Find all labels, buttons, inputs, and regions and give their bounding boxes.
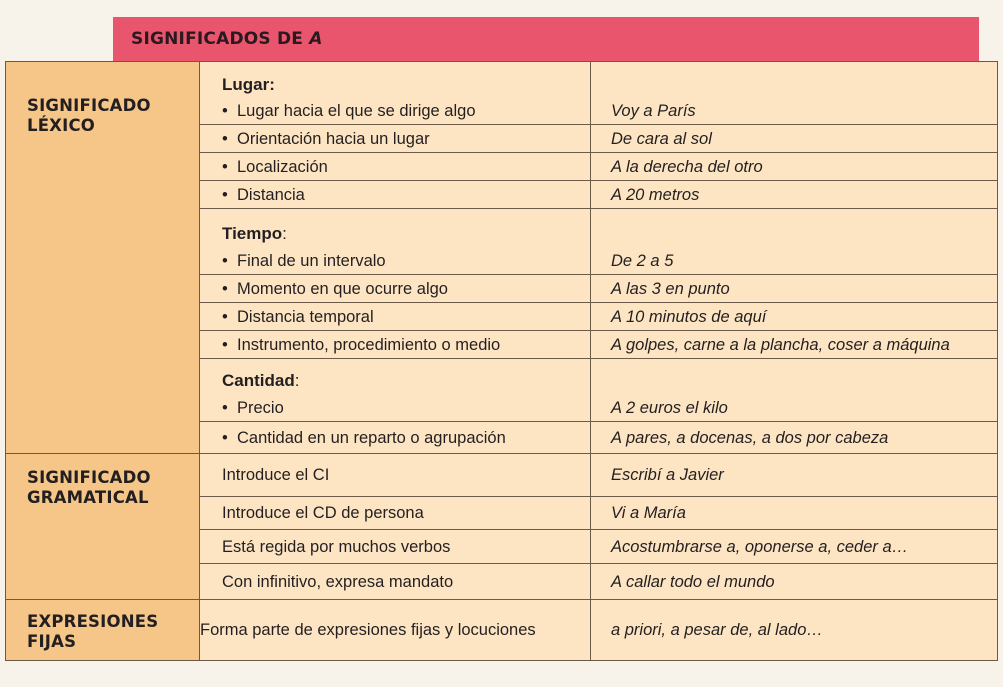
example-text: De 2 a 5 — [611, 251, 674, 270]
group-heading-cantidad: Cantidad: — [200, 358, 590, 394]
list-item: • Instrumento, procedimiento o medio — [200, 330, 590, 358]
example-text: A golpes, carne a la plancha, coser a máquina — [591, 330, 997, 358]
list-item: Con infinitivo, expresa mandato — [200, 563, 590, 599]
list-item: Introduce el CD de persona — [200, 496, 590, 529]
list-item: • Distancia temporal — [200, 302, 590, 330]
section-label-fijas: EXPRESIONES FIJAS — [6, 600, 200, 661]
list-item: • Orientación hacia un lugar — [200, 124, 590, 152]
lexico-examples — [591, 62, 998, 454]
section-label-gramatical: SIGNIFICADO GRAMATICAL — [6, 454, 200, 600]
example-text: A las 3 en punto — [591, 274, 997, 302]
group-heading-tiempo: Tiempo: — [200, 208, 590, 247]
example-text: A la derecha del otro — [591, 152, 997, 180]
group-heading-lugar: Lugar: — [222, 75, 275, 94]
list-item: Introduce el CI — [222, 466, 330, 484]
list-item: • Distancia — [200, 180, 590, 208]
list-item: • Final de un intervalo — [222, 251, 386, 270]
list-item: • Localización — [200, 152, 590, 180]
example-text: A 10 minutos de aquí — [591, 302, 997, 330]
example-text: Vi a María — [591, 496, 997, 529]
section-fijas — [6, 600, 998, 661]
list-item: • Cantidad en un reparto o agrupación — [200, 421, 590, 453]
list-item: • Momento en que ocurre algo — [200, 274, 590, 302]
meanings-table — [5, 61, 998, 661]
example-text: Voy a París — [611, 102, 696, 120]
title-banner — [113, 17, 979, 61]
example-text: A pares, a docenas, a dos por cabeza — [591, 421, 997, 453]
example-text: Acostumbrarse a, oponerse a, ceder a… — [591, 529, 997, 563]
example-text: A 20 metros — [591, 180, 997, 208]
title-letter: A — [309, 29, 323, 49]
example-text: A 2 euros el kilo — [611, 398, 728, 417]
section-gramatical — [6, 454, 998, 600]
example-text: De cara al sol — [591, 124, 997, 152]
example-text: Escribí a Javier — [611, 466, 724, 484]
list-item: • Precio — [222, 398, 284, 417]
list-item: • Lugar hacia el que se dirige algo — [222, 102, 476, 120]
section-label-lexico: SIGNIFICADO LÉXICO — [6, 62, 200, 454]
page-title: SIGNIFICADOS DE A — [131, 29, 323, 49]
list-item: Está regida por muchos verbos — [200, 529, 590, 563]
lexico-descriptions — [200, 62, 591, 454]
fijas-example: a priori, a pesar de, al lado… — [591, 600, 998, 661]
gramatical-descriptions — [200, 454, 591, 600]
example-text: A callar todo el mundo — [591, 563, 997, 599]
fijas-description: Forma parte de expresiones fijas y locuciones — [200, 600, 591, 661]
gramatical-examples — [591, 454, 998, 600]
section-lexico — [6, 62, 998, 454]
